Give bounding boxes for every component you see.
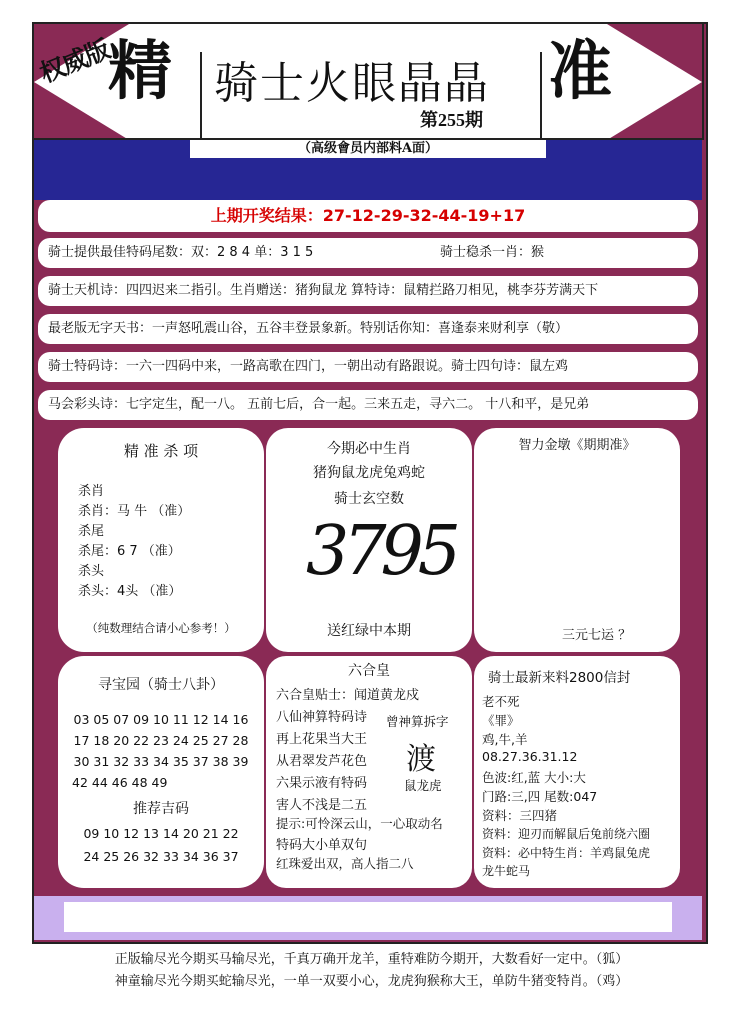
kill-note: （纯数理结合请小心参考！） (86, 621, 236, 635)
treasure-box (58, 656, 264, 888)
info-row-special: 骑士特码诗：一六一四码中来，一路高歌在四门，一朝出动有路跟说。骑士四句诗：鼠左鸡 (38, 352, 698, 382)
kill-box (58, 428, 264, 652)
chaizi-title: 曾神算拆字 (386, 714, 449, 729)
stamp-label: 权威版 (35, 34, 114, 89)
number-row: 30 31 32 33 34 35 37 38 39 (73, 754, 249, 769)
latest-line: 资料：必中特生肖：羊鸡鼠兔虎 (482, 846, 651, 860)
treasure-title: 寻宝园（骑士八卦） (98, 677, 224, 693)
kill-line: 杀尾 (78, 524, 105, 539)
page-title: 骑士火眼晶晶 (214, 58, 490, 109)
header-char-left: 精 (108, 34, 172, 109)
zodiac-box (266, 428, 472, 652)
info-row-horse: 马会彩头诗：七字定生，配一八。 五前七后，合一起。三来五走，寻六二。 十八和平，是兄弟 (38, 390, 698, 420)
zodiac-bottom: 送红绿中本期 (327, 623, 411, 639)
liuhe-line: 提示:可怜深云山，一心取动名 (276, 816, 443, 831)
latest-line: 资料：迎刃而解鼠后兔前绕六圈 (482, 827, 651, 841)
zodiac-line2: 猪狗鼠龙虎兔鸡蛇 (313, 465, 425, 481)
kill-zodiac: 骑士稳杀一肖：猴 (440, 245, 545, 260)
liuhe-line: 八仙神算特码诗 (276, 710, 368, 725)
header-divider-right (540, 52, 542, 138)
handwritten-number: 3795 (306, 512, 456, 591)
header-triangle-right (607, 24, 702, 82)
header-divider-left (200, 52, 202, 138)
chaizi-answer: 鼠龙虎 (404, 778, 442, 793)
footer-line: 神童输尽光今期买蛇输尽光，一单一双要小心，龙虎狗猴称大王，单防牛猪变特肖。（鸡） (114, 974, 629, 989)
liuhe-line: 红珠爱出双，高人指二八 (276, 856, 414, 871)
issue-number: 第255期 (420, 110, 483, 130)
lucky-row: 09 10 12 13 14 20 21 22 (83, 826, 239, 841)
zodiac-line1: 今期必中生肖 (327, 441, 411, 457)
kill-line: 杀肖 (78, 484, 105, 499)
chaizi-char: 渡 (406, 742, 436, 777)
latest-line: 色波:红,蓝 大小:大 (482, 770, 586, 785)
number-row: 17 18 20 22 23 24 25 27 28 (73, 733, 249, 748)
tail-numbers: 骑士提供最佳特码尾数：双：2 8 4 单：3 1 5 (48, 245, 314, 260)
last-result: 上期开奖结果：27-12-29-32-44-19+17 (38, 200, 698, 232)
latest-line: 鸡,牛,羊 (482, 732, 528, 747)
subtitle: （高级會员内部料A面） (190, 140, 546, 158)
liuhe-line: 六合皇贴士：闻道黄龙戍 (276, 688, 420, 703)
latest-line: 龙牛蛇马 (482, 864, 531, 878)
liuhe-line: 从君翠发芦花色 (276, 754, 368, 769)
info-row-book: 最老版无字天书：一声怒吼震山谷，五谷丰登景象新。特别话你知：喜逢泰来财利享（敬） (38, 314, 698, 344)
number-row: 03 05 07 09 10 11 12 14 16 (73, 712, 249, 727)
latest-line: 门路:三,四 尾数:047 (482, 789, 598, 804)
liuhe-line: 特码大小单双句 (276, 838, 368, 853)
liuhe-line: 害人不浅是二五 (276, 798, 368, 813)
wisdom-title: 智力金墩《期期准》 (518, 438, 636, 453)
latest-title: 骑士最新来料2800信封 (488, 670, 631, 686)
footer-blank (64, 902, 672, 932)
zodiac-line3: 骑士玄空数 (334, 491, 404, 507)
latest-box (474, 656, 680, 888)
kill-line: 杀肖：马 牛 （准） (78, 504, 191, 519)
latest-line: 老不死 (482, 694, 520, 709)
lucky-row: 24 25 26 32 33 34 36 37 (83, 849, 239, 864)
latest-line: 资料：三四猪 (482, 808, 558, 823)
wisdom-bottom: 三元七运 ？ (562, 628, 632, 643)
liuhe-title: 六合皇 (348, 663, 390, 679)
latest-line: 《罪》 (482, 713, 520, 728)
liuhe-line: 再上花果当大王 (276, 732, 368, 747)
wisdom-box (474, 428, 680, 652)
footer-line: 正版输尽光今期买马输尽光，千真万确开龙羊，重特难防今期开，大数看好一定中。（狐） (114, 952, 629, 967)
lucky-title: 推荐吉码 (133, 801, 189, 817)
header-char-right: 准 (548, 34, 612, 109)
info-row-tail (38, 238, 698, 268)
number-row: 42 44 46 48 49 (72, 775, 168, 790)
info-row-poem: 骑士天机诗：四四迟来二指引。生肖赠送：猪狗鼠龙 算特诗：鼠精拦路刀相见，桃李芬芳满天下 (38, 276, 698, 306)
kill-line: 杀头：4头 （准） (78, 584, 182, 599)
liuhe-box (266, 656, 472, 888)
kill-line: 杀头 (78, 564, 105, 579)
latest-line: 08.27.36.31.12 (482, 749, 578, 764)
header-triangle-right-bottom (607, 82, 702, 140)
kill-line: 杀尾：6 7 （准） (78, 544, 181, 559)
liuhe-line: 六果示液有特码 (276, 776, 368, 791)
kill-box-title: 精 准 杀 项 (123, 442, 199, 460)
